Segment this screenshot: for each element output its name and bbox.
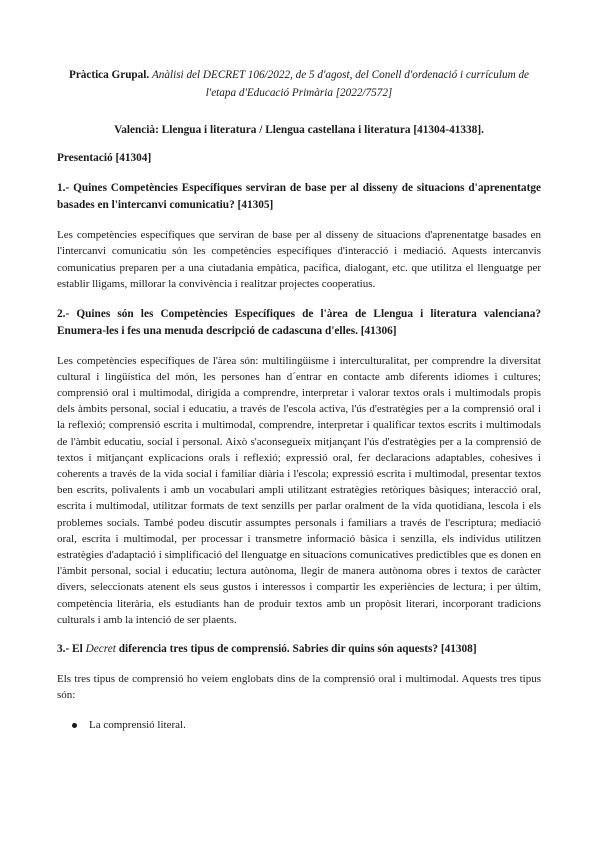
title-bold: Pràctica Grupal. [68,69,150,81]
title-italic: Anàlisi del DECRET 106/2022, de 5 d'agost, del Conell d'ordenació i currículum de l'etapa d'Educació Primària [2022/7572] [151,69,530,99]
question-2-heading: 2.- Quines són les Competències Específiques de l'àrea de Llengua i literatura valenciana? Enumera-les i fes una menuda descripció de cadascuna d'elles. [41306] [57,307,541,337]
list-item [89,717,541,733]
question-2-answer: Les competències específiques de l'àrea són: multilingüisme i interculturalitat, per comprendre la diversitat cultural i lingüística del món, les persones han d´entrar en contacte amb diferents idiomes i cultures; comprensió oral i multimodal, dirigida a comprendre, interpretar i valorar textos orals i multimodals propis dels àmbits personal, social i educatiu, a través de l'escola activa, l'ús d'estratègies per a la comprensió oral i la reflexió; comprensió escrita i multimodal, comprendre, interpretar i qualificar textos escrits i multimodals de l'àmbit educatiu, social i personal. Això s'aconsegueix mitjançant l'ús d'estratègies per a la comprensió de textos i mitjançant explicacions orals i reflexió; expressió oral, fer declaracions adaptables, cohesives i coherents a través de la vida social i familiar diària i l'escola; expressió escrita i multimodal, presentar textos ben escrits, polivalents i amb un vocabulari ampli utilitzant estratègies retòriques bàsiques; interacció oral, escrita i multimodal, utilitzar formats de text senzills per parlar oralment de la vida quotidiana, lescola i els problemes socials. També podeu discutir assumptes personals i familiars a través de l'escriptura; mediació oral, escrita i multimodal, per processar i transmetre informació bàsica i senzilla, els individus utilitzen estratègies d'adaptació i simplificació del llenguatge en situacions comunicatives predictibles que es donen en l'àmbit personal, social i educatiu; lectura autònoma, llegir de manera autònoma obres i textos de caràcter divers, seleccionats atenent els seus gustos i interessos i compartir les experiències de lectura; i per últim, competència literària, els estudiants han de produir textos amb un propòsit literari, incorporant tradicions culturals i amb la intenció de ser plaents. [57,354,541,626]
question-3-heading-post: diferencia tres tipus de comprensió. Sabries dir quins són aquests? [41308] [115,643,477,656]
question-3-heading [57,641,541,658]
question-1-heading: 1.- Quines Competències Específiques serviran de base per al disseny de situacions d'aprenentatge basades en l'intercanvi comunicatiu? [41305] [57,182,541,211]
list-item-text: La comprensió literal. [89,718,186,731]
subject-heading: Valencià: Llengua i literatura / Llengua castellana i literatura [41304-41338]. [114,124,484,136]
presentation-heading: Presentació [41304] [57,152,152,164]
question-1-answer: Les competències específiques que serviran de base per al disseny de situacions d'aprenentatge basades en l'intercanvi comunicatiu són les competències específiques d'interacció i mediació. Aquests intercanvis comunicatius preparen per a una ciutadania empàtica, pacífica, dialogant, etc. que utilitza el llenguatge per establir lligams, millorar la convivència i realitzar projectes cooperatius. [57,229,541,291]
question-3-heading-italic: Decret [85,643,116,656]
bullet-icon [72,723,77,728]
question-3-answer: Els tres tipus de comprensió ho veiem englobats dins de la comprensió oral i multimodal. Aquests tres tipus són: [57,673,541,702]
comprehension-types-list [57,717,541,733]
question-3-heading-pre: 3.- El [57,643,86,656]
document-page [57,66,541,733]
document-title [57,66,541,102]
